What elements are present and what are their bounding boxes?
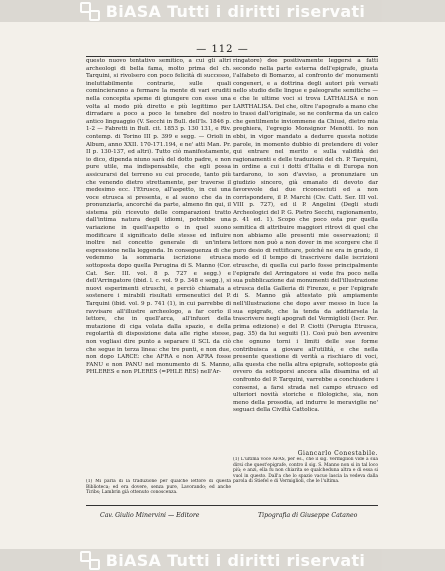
watermark-banner-top: [0, 0, 445, 22]
right-column-text: ringatore) dee positivamente leggersi a fatti secondo nella parte esterna dell'epigrafe, giusta l'alfabeto di Bomarzo, al confronto de' monumenti congeneri, e a dottrina degli autori più versati nello studio delle lingue e paleografie semitiche — e che le ultime voci si trova LATHALISA e non LARTHALISA. Del che, oltre l'apografo a mano che io trassi dall'originale, se ne conferma da un calco che gentilmente inviommene da Chiusi, dietro mia preghiera, l'egregio Monsignor Menotti. Io non ebbi, in vigor mandato a dedurre questa notizie parole, in momento dubbio di pretendere di voler qui entrare nel merito e sulla validità dei ragionamenti e delle traduzioni del ch. P. Tarquini, in ordine a cui i dotti d'Italia e di Europa non tardarono, io son d'avviso, a pronunziare un giudizio sincero, già emanato di devoto dar favorevole dai due riconosciuti ed a non corrispondere, il P. Marchi (Civ. Catt. Ser. III vol. VIII p. 727), ed il P. Angelini (Degli studi Archeologici del P. G. Pietro Secchi, ragionamento, p. 41 ed. 1). Scopo che poco osta pur quella semitica di attribuire maggiori ritrovi di quel che non abbiamo alle presenti mie osservazioni; il lettore non può a non dover in me scorgere che il puro desio di rettificare, poiché ne era in grado, il modo ed il tempo di trascrivere dalle iscrizioni etrusche, di quella cui parlo fosse principalmente l'epigrafe del Arringatore si vede fra poco nella sua pubblicazione dai monumenti dell'illustrazione etrusca della Galleria di Firenze, e per l'epigrafe di S. Manno già attestato più ampiamente nell'illustrazione che dopo aver messo in luce la sua epigrafe, che la tenda da additarsela la trascrivere negli apografi del Vermiglioli (Iscr. Per. prima edizione) e del P. Ciotti (Perugia Etrusca, pag. 35) da lui seguiti (1). Così può ben avvenire che ognuno torni i limiti delle sue forme contribuisca a giovare all'utilità, e che nella presente questione di verità a rischiaro di voci, alla questa che nella altra epigrafe, sottoposte già ovvero da sottoporsi ancora alla disamina ed al confronto del P. Tarquini, varrebbe a conchiudere i consensi, a farsi strada nel campo etrusco ed ulteriori novità storiche e filologiche, sia, non meno della prosodia, ad indurre le meraviglie ne' seguaci della Civiltà Cattolica.: [233, 58, 378, 414]
footer-editor: Cav. Giulio Minervini — Editore: [100, 512, 200, 519]
footer-rule: [86, 505, 378, 506]
watermark-text: BiASA Tutti i diritti riservati: [105, 550, 366, 570]
watermark-banner-bottom: [0, 549, 445, 571]
author-signature: Giancarlo Conestabile.: [297, 450, 378, 457]
watermark-text: BiASA Tutti i diritti riservati: [105, 1, 366, 21]
left-column: [86, 58, 231, 476]
left-column-text: questo nuovo tentativo semitico, a cui gli altri archeologi di bella fama, molto prima del ch. Tarquini, si rivolsero con poco felicità di successo, ineluttabilmente contrarie, sulle quali comincieranno a fermare la mente di vari eruditi nella concepita speme di giungere con esse una volta al modo più diretto e più legittimo per dirradare a poco a poco le tenebre del nostro antico linguaggio (V. Secchi in Bull. dell'Is. 1846 p. 1-2 — Fabretti in Bull. cit. 1853 p. 130 131, e Riv. contemp. di Torino III p. 399 e segg. — Orioli in Album, anno XXII. 170-171.194, e ne' atti Man. Pr. II p. 130-137, ed altri). Tutto ciò manifestamente, io dico, dipenda niuno sarà del dotto padre, e non pure utile, ma indispensabile, che egli possa assicurarsi del terreno su cui procede, tanto più che venendo dietro strettamente, per traverse il medesimo ecc. l'Etrusco, all'aspetto, in cui una voce etrusca si presenta, e al suono che da in pronunziarla, ancorché da parte, almeno fin qui, il sistema più ricevuto delle comparazioni tratto dall'intima natura degli idiomi, potrebbe una variazione in quell'aspetto o in quel suono modificare il significato delle stesse ed influire inoltre nel concetto generale di un'intera espressione nella leggenda. In conseguenza di che vedemmo la sommaria iscrizione etrusca sottoposta dopo quella Perugina di S. Manno (Cor. Cat. Ser. III. vol. 8 p. 727 e segg.) e dell'Arringatore (ibid. l. c. vol. 9 p. 348 e segg.), si nuovi esperimenti etruschi, e perciò chiamata a sostenere i mirabili risultati ermeneutici del P. Tarquini (ibid. vol. 9 p. 741 (1), in cui parrebbe di ravvisare all'illustre archeologo, a far certo il lettore, che in quell'arca, all'infuori della mutazione di ciga volata dalla spazio, e della regolarità di disposizione data alle righe stesse, non vogliasi dire punto a separare il SCL da ciò che segue in terza linea: che tre punti, e non due, non dopo LARCE: che AFRA e non AFRA fosse FANU e non PANU nel monumento di S. Manno, PHLERES e non PLERES (=PHLE RES) nell'Ar-: [86, 58, 231, 376]
footnote-right: (1) L'ultima voce AFAS, per es., che il sig. Vermiglioli vide a sua dirsi che quest'epigrafe, contro il sig. S. Manno non si in tal loco più; e anzi, ella fu non chiarita se qualcheduna altra e di essa si vuol in questo. Dall'a che lo spazio vacuo lascia la vedeva dalla parola di Stiefel e di Vermiglioli, che le l'ultima.: [233, 457, 378, 485]
header-rule: [86, 56, 378, 57]
footnote-left: (1) Mi parla di la traduzione per qualche lettore di questa Biblioteca; ed era dovere, senza pure, Lavorando; ed anche Tiribs; Lambrin già ottenuto conoscenza.: [86, 479, 231, 496]
right-column: [233, 58, 378, 453]
biasa-logo-icon: [80, 551, 100, 569]
page-number: — 112 —: [196, 44, 249, 55]
biasa-logo-icon: [80, 2, 100, 20]
footer-printer: Tipografia di Giuseppe Cataneo: [258, 512, 358, 519]
